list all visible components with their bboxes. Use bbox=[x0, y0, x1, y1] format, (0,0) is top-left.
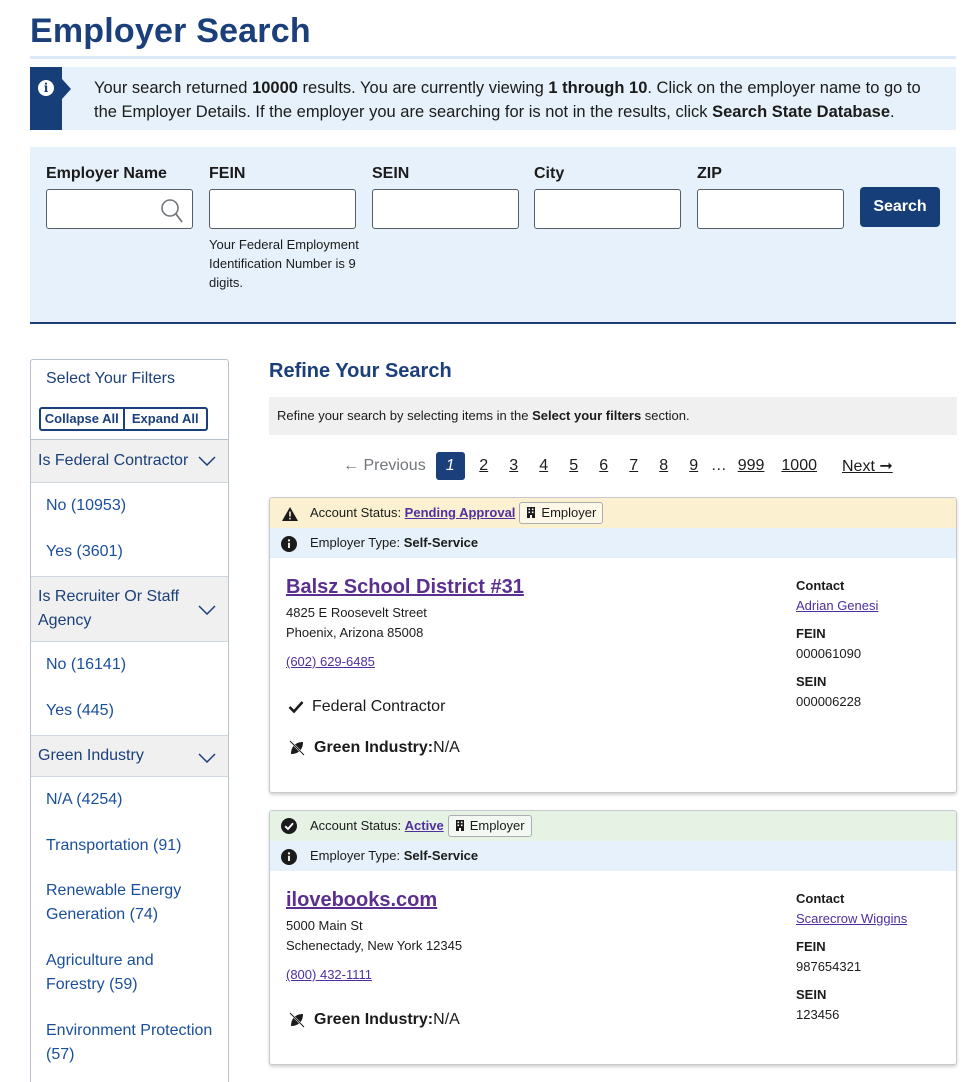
employer-contact-info: Contact Adrian Genesi FEIN 000061090 SEIN 000006228 bbox=[796, 576, 878, 712]
filters-title: Select Your Filters bbox=[46, 370, 175, 387]
account-status-bar: Account Status: Active Employer bbox=[270, 811, 956, 841]
page-link[interactable]: 8 bbox=[659, 457, 669, 474]
page-link[interactable]: 2 bbox=[479, 457, 489, 474]
filter-option[interactable]: Renewable Energy Generation (74) bbox=[46, 882, 182, 923]
results-info-alert bbox=[30, 67, 956, 130]
page-title: Employer Search bbox=[30, 12, 311, 50]
employer-contact-info: Contact Scarecrow Wiggins FEIN 987654321 SEIN 123456 bbox=[796, 889, 907, 1025]
page-current[interactable]: 1 bbox=[436, 452, 465, 480]
pagination-ellipsis: … bbox=[710, 457, 727, 474]
previous-page-link: ← Previous bbox=[343, 457, 426, 474]
info-icon: i bbox=[38, 80, 54, 96]
check-circle-icon bbox=[281, 818, 297, 834]
account-status-link[interactable]: Active bbox=[404, 818, 444, 833]
fein-input[interactable] bbox=[209, 189, 356, 229]
contact-name-link[interactable]: Adrian Genesi bbox=[796, 598, 879, 613]
employer-type-bar: Employer Type: Self-Service bbox=[270, 841, 956, 871]
refine-search-heading: Refine Your Search bbox=[269, 360, 452, 382]
search-button[interactable]: Search bbox=[860, 187, 940, 227]
contact-name-link[interactable]: Scarecrow Wiggins bbox=[796, 911, 908, 926]
page-link[interactable]: 999 bbox=[737, 457, 765, 474]
page-link[interactable]: 5 bbox=[569, 457, 579, 474]
leaf-off-icon bbox=[288, 1011, 306, 1029]
fein-field bbox=[209, 165, 359, 292]
city-field bbox=[534, 165, 681, 229]
title-divider bbox=[30, 56, 956, 59]
chevron-down-icon bbox=[198, 605, 216, 615]
account-status-link[interactable]: Pending Approval bbox=[404, 505, 516, 520]
employer-type-bar: Employer Type: Self-Service bbox=[270, 528, 956, 558]
zip-input[interactable] bbox=[697, 189, 844, 229]
search-panel bbox=[30, 147, 956, 324]
sein-input[interactable] bbox=[372, 189, 519, 229]
federal-contractor-indicator: Federal Contractor bbox=[288, 698, 445, 716]
page-link[interactable]: 1000 bbox=[781, 457, 817, 474]
fein-label: FEIN bbox=[209, 165, 246, 182]
info-icon bbox=[281, 849, 297, 865]
result-card bbox=[269, 497, 957, 793]
expand-collapse-group bbox=[39, 407, 208, 431]
filter-option[interactable]: Agriculture and Forestry (59) bbox=[46, 952, 154, 993]
collapse-all-button[interactable]: Collapse All bbox=[41, 409, 125, 429]
zip-label: ZIP bbox=[697, 165, 722, 182]
employer-name-input[interactable] bbox=[46, 189, 193, 229]
results-info-text: Your search returned 10000 results. You are currently viewing 1 through 10. Click on the employer name to go to the Employer Details. If the employer you are searching for is not in the results, click Search State Database. bbox=[94, 79, 921, 121]
zip-field bbox=[697, 165, 844, 229]
next-page-link[interactable]: Next ➞ bbox=[842, 458, 893, 475]
sein-value: 123456 bbox=[796, 1007, 840, 1022]
filter-option[interactable]: Yes (445) bbox=[46, 702, 114, 719]
filters-sidebar bbox=[30, 359, 229, 1082]
chevron-down-icon bbox=[198, 753, 216, 763]
employer-tag: Employer bbox=[448, 815, 532, 837]
filter-group-federal-contractor[interactable]: Is Federal Contractor bbox=[31, 440, 228, 483]
page-link[interactable]: 7 bbox=[629, 457, 639, 474]
green-industry-indicator: Green Industry: N/A bbox=[288, 739, 460, 757]
fein-value: 000061090 bbox=[796, 646, 862, 661]
search-icon bbox=[160, 198, 184, 224]
search-state-database-link[interactable]: Search State Database bbox=[712, 103, 891, 121]
chevron-down-icon bbox=[198, 456, 216, 466]
filter-group-green-industry[interactable]: Green Industry bbox=[31, 735, 228, 777]
employer-tag: Employer bbox=[519, 502, 603, 524]
employer-phone-link[interactable]: (602) 629-6485 bbox=[286, 654, 375, 669]
page-link[interactable]: 6 bbox=[599, 457, 609, 474]
refine-search-note: Refine your search by selecting items in the Select your filters section. bbox=[269, 397, 957, 435]
checkmark-icon bbox=[288, 700, 304, 714]
filter-option[interactable]: Environment Protection (57) bbox=[46, 1022, 213, 1063]
filter-option[interactable]: N/A (4254) bbox=[46, 791, 123, 808]
employer-address: 5000 Main St Schenectady, New York 12345 bbox=[286, 918, 463, 953]
filter-option[interactable]: Transportation (91) bbox=[46, 837, 182, 854]
page-link[interactable]: 9 bbox=[689, 457, 699, 474]
results-count: 10000 bbox=[252, 79, 298, 97]
result-card bbox=[269, 810, 957, 1065]
leaf-off-icon bbox=[288, 739, 306, 757]
info-icon bbox=[281, 536, 297, 552]
filter-option[interactable]: No (16141) bbox=[46, 656, 127, 673]
filter-option[interactable]: Yes (3601) bbox=[46, 543, 123, 560]
fein-value: 987654321 bbox=[796, 959, 862, 974]
page-link[interactable]: 4 bbox=[539, 457, 549, 474]
employer-name-field bbox=[46, 165, 193, 229]
building-icon bbox=[526, 507, 536, 518]
employer-phone-link[interactable]: (800) 432-1111 bbox=[286, 967, 373, 982]
filter-option[interactable]: No (10953) bbox=[46, 497, 127, 514]
warning-icon bbox=[281, 506, 299, 522]
pagination bbox=[343, 452, 893, 480]
expand-all-button[interactable]: Expand All bbox=[131, 411, 199, 426]
city-label: City bbox=[534, 165, 565, 182]
fein-hint: Your Federal Employment Identification Number is 9 digits. bbox=[209, 237, 359, 290]
city-input[interactable] bbox=[534, 189, 681, 229]
filter-group-recruiter[interactable]: Is Recruiter Or Staff Agency bbox=[31, 576, 228, 642]
employer-name-label: Employer Name bbox=[46, 165, 167, 182]
account-status-bar: Account Status: Pending Approval Employer bbox=[270, 498, 956, 528]
sein-label: SEIN bbox=[372, 165, 410, 182]
sein-value: 000006228 bbox=[796, 694, 862, 709]
employer-name-link[interactable]: Balsz School District #31 bbox=[286, 576, 524, 598]
employer-name-link[interactable]: ilovebooks.com bbox=[286, 889, 438, 911]
results-range: 1 through 10 bbox=[548, 79, 648, 97]
employer-address: 4825 E Roosevelt Street Phoenix, Arizona 85008 bbox=[286, 605, 427, 640]
sein-field bbox=[372, 165, 519, 229]
green-industry-indicator: Green Industry: N/A bbox=[288, 1011, 460, 1029]
building-icon bbox=[455, 820, 465, 831]
page-link[interactable]: 3 bbox=[509, 457, 519, 474]
